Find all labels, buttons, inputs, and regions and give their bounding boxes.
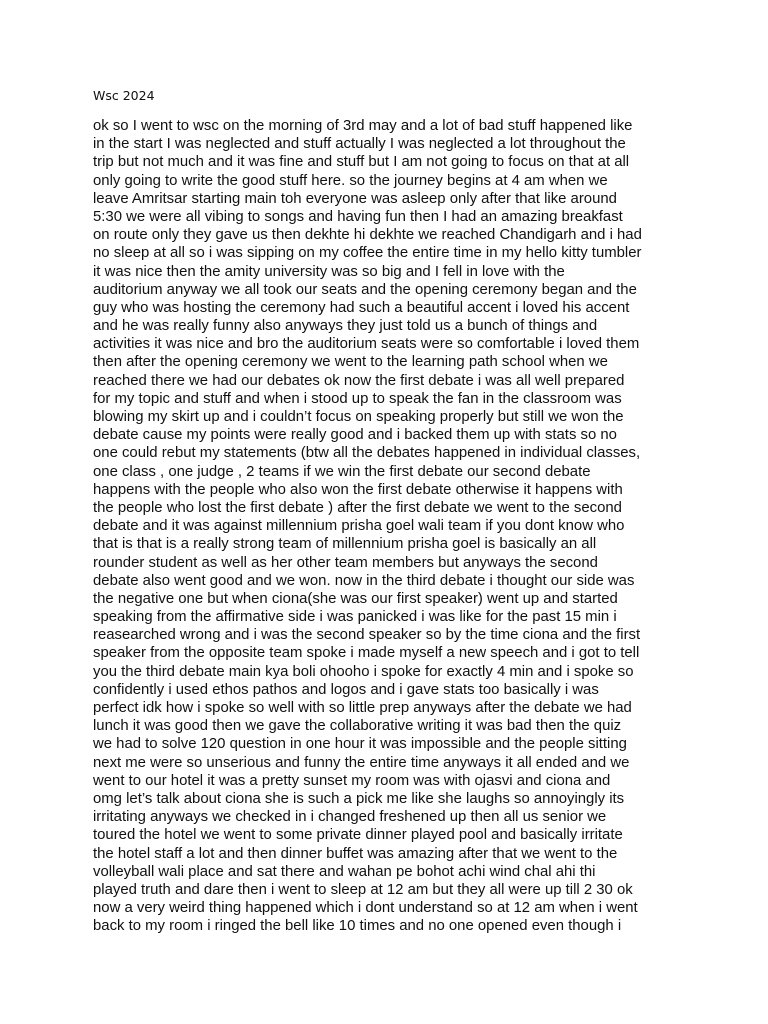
body-line: one class , one judge , 2 teams if we win the first debate our second debate bbox=[93, 463, 591, 480]
body-line: went to our hotel it was a pretty sunset my room was with ojasvi and ciona and bbox=[93, 772, 611, 789]
body-line: speaking from the affirmative side i was panicked i was like for the past 15 min i bbox=[93, 609, 617, 626]
body-line: debate also went good and we won. now in the third debate i thought our side was bbox=[93, 572, 635, 589]
body-line: no sleep at all so i was sipping on my coffee the entire time in my hello kitty tumbler bbox=[93, 245, 642, 262]
body-line: and he was really funny also anyways they just told us a bunch of things and bbox=[93, 318, 598, 335]
body-line: 5:30 we were all vibing to songs and having fun then I had an amazing breakfast bbox=[93, 208, 623, 225]
body-line: volleyball wali place and sat there and wahan pe bohot achi wind chal ahi thi bbox=[93, 863, 596, 880]
body-line: omg let’s talk about ciona she is such a pick me like she laughs so annoyingly its bbox=[93, 790, 625, 807]
body-line: we had to solve 120 question in one hour it was impossible and the people sitting bbox=[93, 736, 627, 753]
body-line: now a very weird thing happened which i dont understand so at 12 am when i went bbox=[93, 900, 638, 917]
body-line: the negative one but when ciona(she was our first speaker) went up and started bbox=[93, 590, 618, 607]
body-line: lunch it was good then we gave the collaborative writing it was bad then the quiz bbox=[93, 718, 622, 735]
body-line: guy who was hosting the ceremony had such a beautiful accent i loved his accent bbox=[93, 299, 630, 316]
body-line: on route only they gave us then dekhte hi dekhte we reached Chandigarh and i had bbox=[93, 227, 642, 244]
body-line: in the start I was neglected and stuff actually I was neglected a lot throughout the bbox=[93, 136, 626, 153]
body-line: happens with the people who also won the first debate otherwise it happens with bbox=[93, 481, 623, 498]
body-line: activities it was nice and bro the auditorium seats were so comfortable i loved them bbox=[93, 336, 640, 353]
document-body bbox=[93, 117, 693, 935]
body-line: irritating anyways we checked in i changed freshened up then all us senior we bbox=[93, 809, 607, 826]
body-line: debate cause my points were really good and i backed them up with stats so no bbox=[93, 427, 617, 444]
body-line: played truth and dare then i went to sleep at 12 am but they all were up till 2 30 ok bbox=[93, 881, 633, 898]
body-line: confidently i used ethos pathos and logos and i gave stats too basically i was bbox=[93, 681, 599, 698]
body-line: back to my room i ringed the bell like 10 times and no one opened even though i bbox=[93, 918, 622, 935]
body-line: for my topic and stuff and when i stood up to speak the fan in the classroom was bbox=[93, 390, 622, 407]
body-line: perfect idk how i spoke so well with so little prep anyways after the debate we had bbox=[93, 700, 632, 716]
body-line: then after the opening ceremony we went to the learning path school when we bbox=[93, 354, 608, 371]
body-line: auditorium anyway we all took our seats and the opening ceremony began and the bbox=[93, 281, 637, 298]
body-line: next me were so unserious and funny the entire time anyways it all ended and we bbox=[93, 754, 630, 771]
body-line: speaker from the opposite team spoke i made myself a new speech and i got to tell bbox=[93, 645, 640, 662]
body-line: you the third debate main kya boli ohooho i spoke for exactly 4 min and i spoke so bbox=[93, 663, 634, 680]
body-line: leave Amritsar starting main toh everyone was asleep only after that like around bbox=[93, 190, 617, 207]
body-line: only going to write the good stuff here. so the journey begins at 4 am when we bbox=[93, 172, 608, 189]
body-line: ok so I went to wsc on the morning of 3rd may and a lot of bad stuff happened like bbox=[93, 118, 633, 134]
body-line: rounder student as well as her other team members but anyways the second bbox=[93, 554, 598, 571]
body-line: that is that is a really strong team of millennium prisha goel is basically an all bbox=[93, 536, 597, 553]
body-line: trip but not much and it was fine and stuff but I am not going to focus on that at all bbox=[93, 154, 630, 171]
document-title: Wsc 2024 bbox=[93, 88, 155, 103]
body-line: blowing my skirt up and i couldn’t focus on speaking properly but still we won the bbox=[93, 409, 624, 425]
body-line: the people who lost the first debate ) after the first debate we went to the second bbox=[93, 499, 622, 516]
body-line: the hotel staff a lot and then dinner buffet was amazing after that we went to the bbox=[93, 845, 618, 862]
body-line: debate and it was against millennium prisha goel wali team if you dont know who bbox=[93, 518, 625, 535]
body-line: reached there we had our debates ok now the first debate i was all well prepared bbox=[93, 372, 625, 389]
body-line: reasearched wrong and i was the second speaker so by the time ciona and the first bbox=[93, 627, 641, 644]
body-line: toured the hotel we went to some private dinner played pool and basically irritate bbox=[93, 827, 623, 844]
body-line: it was nice then the amity university was so big and I fell in love with the bbox=[93, 263, 565, 280]
body-line: one could rebut my statements (btw all the debates happened in individual classes, bbox=[93, 445, 641, 462]
